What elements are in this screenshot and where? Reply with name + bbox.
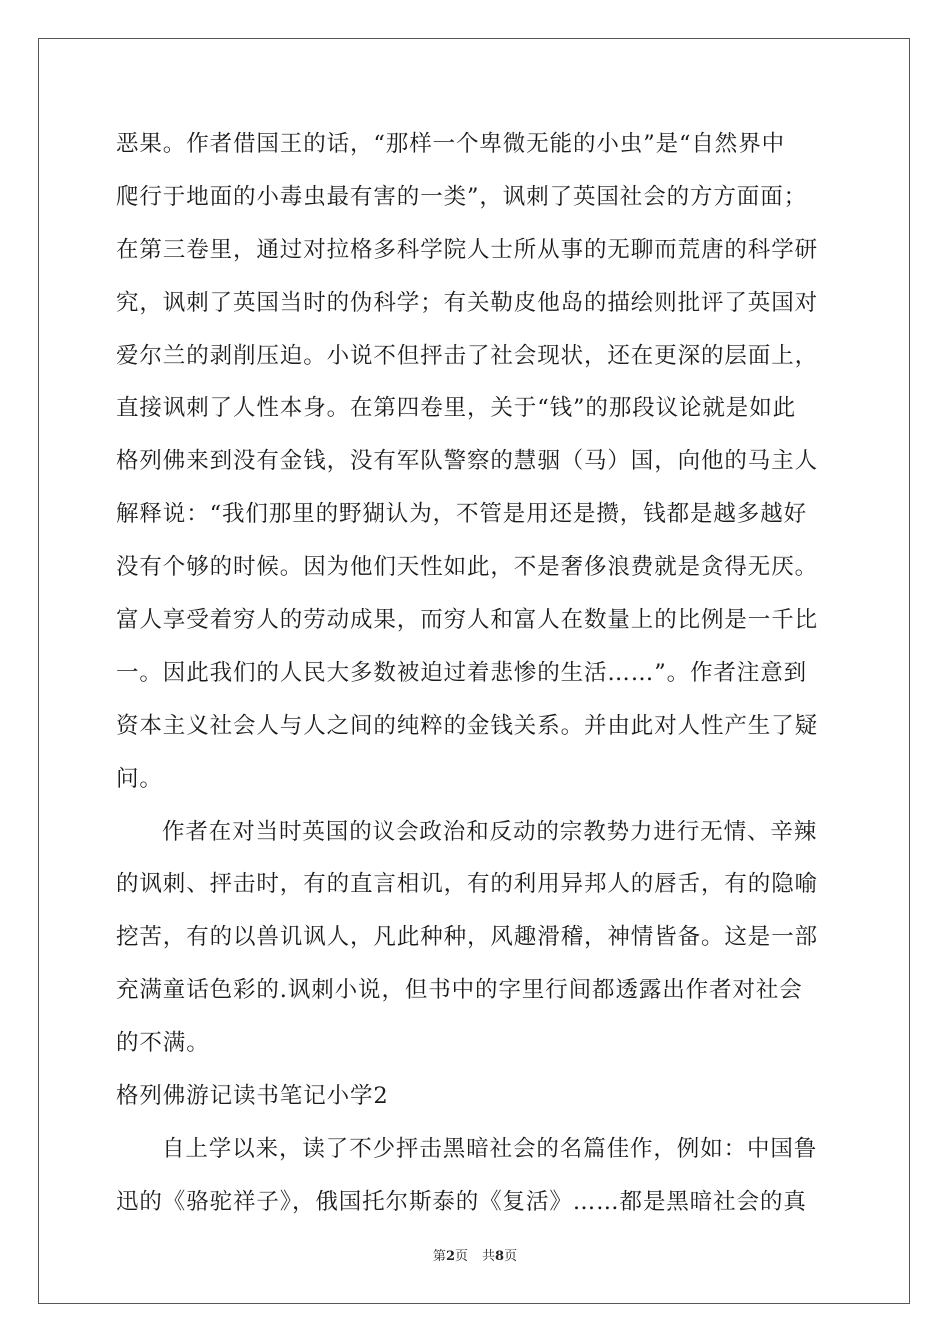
text-line: 富人享受着穷人的劳动成果，而穷人和富人在数量上的比例是一千比 xyxy=(116,607,819,634)
text-line: 没有个够的时候。因为他们天性如此，不是奢侈浪费就是贪得无厌。 xyxy=(116,554,819,581)
page-suffix: 页 xyxy=(454,1249,468,1264)
text-line: 充满童话色彩的.讽刺小说，但书中的字里行间都透露出作者对社会 xyxy=(116,977,803,1004)
text-line: 爱尔兰的剥削压迫。小说不但抨击了社会现状，还在更深的层面上， xyxy=(116,342,819,369)
text-line: 格列佛来到没有金钱，没有军队警察的慧骃（马）国，向他的马主人 xyxy=(116,448,819,475)
text-line: 作者在对当时英国的议会政治和反动的宗教势力进行无情、辛辣 xyxy=(162,818,818,845)
text-line: 迅的《骆驼祥子》，俄国托尔斯泰的《复活》……都是黑暗社会的真 xyxy=(116,1188,807,1215)
total-prefix: 共 xyxy=(482,1249,496,1264)
total-pages-number: 8 xyxy=(495,1249,505,1264)
text-line: 问。 xyxy=(116,765,163,792)
text-line: 爬行于地面的小毒虫最有害的一类”，讽刺了英国社会的方方面面； xyxy=(116,183,808,210)
page-number: 2 xyxy=(445,1249,455,1264)
text-line: 恶果。作者借国王的话，“那样一个卑微无能的小虫”是“自然界中 xyxy=(116,131,786,157)
text-line: 资本主义社会人与人之间的纯粹的金钱关系。并由此对人性产生了疑 xyxy=(116,712,819,739)
text-line: 的不满。 xyxy=(116,1030,210,1057)
text-line: 一。因此我们的人民大多数被迫过着悲惨的生活……”。作者注意到 xyxy=(116,659,808,686)
page-footer xyxy=(0,1245,950,1264)
total-pages-indicator xyxy=(482,1245,517,1264)
text-line: 解释说：“我们那里的野猢认为，不管是用还是攒，钱都是越多越好 xyxy=(116,501,808,528)
text-line: 挖苦，有的以兽讥讽人，凡此种种，风趣滑稽，神情皆备。这是一部 xyxy=(116,924,819,951)
text-line: 格列佛游记读书笔记小学2 xyxy=(116,1083,389,1110)
text-line: 究，讽刺了英国当时的伪科学；有关勒皮他岛的描绘则批评了英国对 xyxy=(116,289,819,316)
text-line: 的讽刺、抨击时，有的直言相讥，有的利用异邦人的唇舌，有的隐喻 xyxy=(116,871,819,898)
document-body xyxy=(116,126,832,1237)
text-line: 直接讽刺了人性本身。在第四卷里，关于“钱”的那段议论就是如此 xyxy=(116,395,797,422)
text-line: 在第三卷里，通过对拉格多科学院人士所从事的无聊而荒唐的科学研 xyxy=(116,236,819,263)
text-line: 自上学以来，读了不少抨击黑暗社会的名篇佳作，例如：中国鲁 xyxy=(162,1135,818,1162)
page-prefix: 第 xyxy=(432,1249,446,1264)
total-suffix: 页 xyxy=(504,1249,518,1264)
page-indicator xyxy=(433,1245,468,1264)
